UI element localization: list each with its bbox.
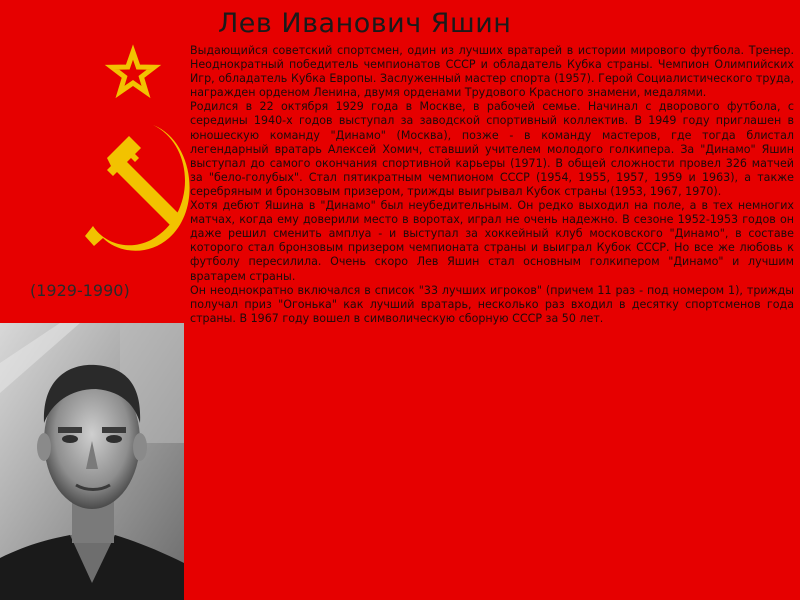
bio-paragraph: Хотя дебют Яшина в "Динамо" был неубедительным. Он редко выходил на поле, а в тех немногих матчах, когда ему доверили место в воротах, играл не очень надежно. В сезоне 1952-1953 годов он даже решил сменить амплуа - и выступал за хоккейный клуб московского "Динамо", в составе которого стал бронзовым призером чемпионата страны и выиграл Кубок СССР. Но все же любовь к футболу пересилила. Очень скоро Лев Яшин стал основным голкипером "Динамо" и лучшим вратарем страны. [190,199,794,283]
life-years: (1929-1990) [30,281,130,300]
bio-paragraph: Выдающийся советский спортсмен, один из лучших вратарей в истории мирового футбола. Тренер. Неоднократный победитель чемпионатов СССР и обладатель Кубка страны. Чемпион Олимпийских Игр, обладатель Кубка Европы. Заслуженный мастер спорта (1957). Герой Социалистического труда, награжден орденом Ленина, двумя орденами Трудового Красного знамени, медалями. [190,44,794,100]
page-title: Лев Иванович Яшин [218,8,512,39]
star-icon [112,52,154,92]
hammer-icon [107,136,183,228]
bio-paragraph: Родился в 22 октября 1929 года в Москве, в рабочей семье. Начинал с дворового футбола, с середины 1940-х годов выступал за заводской спортивный коллектив. В 1949 году приглашен в юношескую команду "Динамо" (Москва), позже - в команду мастеров, где тогда блистал легендарный вратарь Алексей Хомич, ставший учителем молодого голкипера. За "Динамо" Яшин выступал до самого окончания спортивной карьеры (1971). В общей сложности провел 326 матчей за "бело-голубых". Стал пятикратным чемпионом СССР (1954, 1955, 1957, 1959 и 1963), а также серебряным и бронзовым призером, трижды выигрывал Кубок страны (1953, 1967, 1970). [190,100,794,198]
portrait-photo [0,323,184,600]
biography-text [190,44,794,326]
bio-paragraph: Он неоднократно включался в список "33 лучших игроков" (причем 11 раз - под номером 1), трижды получал приз "Огонька" как лучший вратарь, несколько раз входил в десятку спортсменов года страны. В 1967 году вошел в символическую сборную СССР за 50 лет. [190,283,794,325]
hammer-and-sickle-icon [85,40,200,270]
